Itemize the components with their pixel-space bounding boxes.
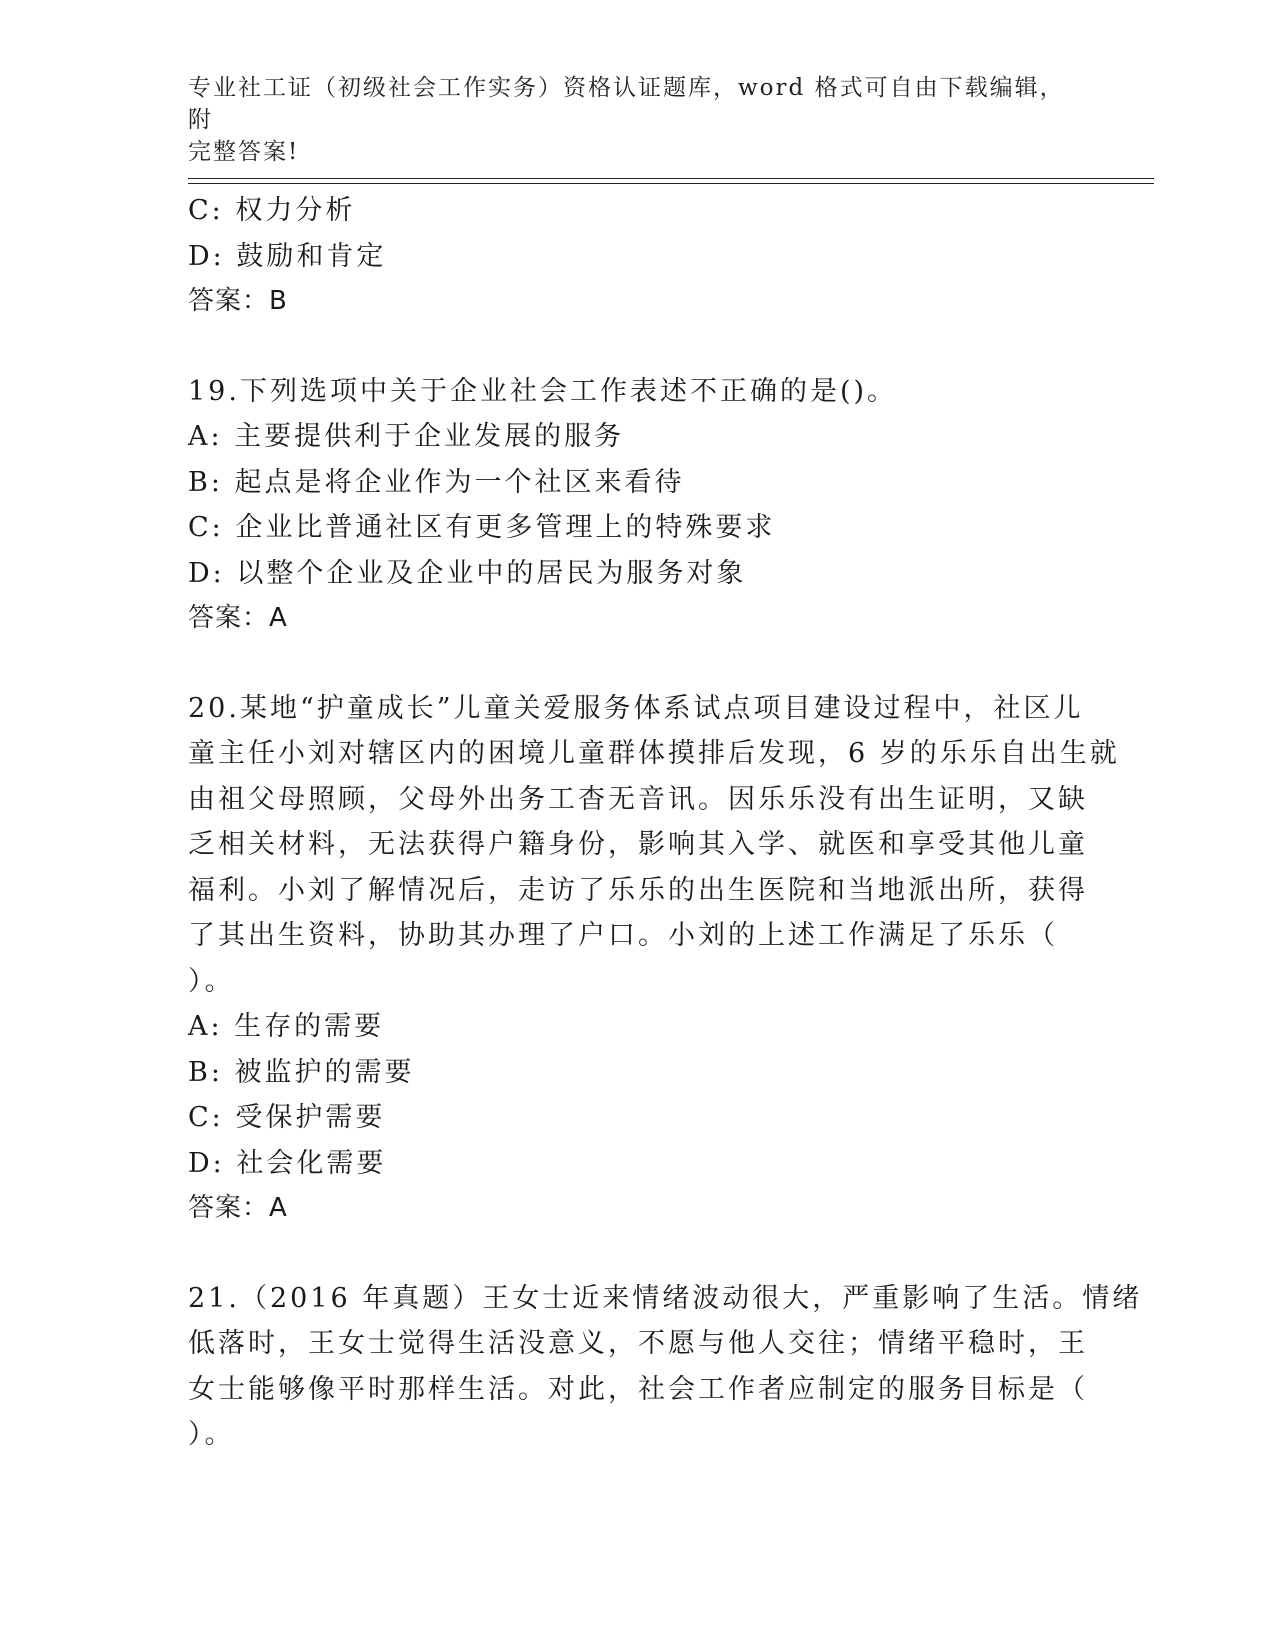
question-stem-line: 低落时，王女士觉得生活没意义，不愿与他人交往；情绪平稳时，王 — [188, 1328, 1088, 1359]
question-18-tail — [188, 188, 1088, 325]
question-list — [188, 188, 1143, 1458]
spacer — [188, 1232, 1088, 1276]
spacer — [188, 325, 1088, 369]
question-stem-line: 乏相关材料，无法获得户籍身份，影响其入学、就医和享受其他儿童 — [188, 829, 1088, 860]
question-stem-line: 女士能够像平时那样生活。对此，社会工作者应制定的服务目标是（ — [188, 1373, 1088, 1405]
option-c: C: 权力分析 — [188, 195, 356, 226]
question-stem-line: 福利。小刘了解情况后，走访了乐乐的出生医院和当地派出所，获得 — [188, 874, 1088, 906]
option-b: B: 被监护的需要 — [188, 1056, 415, 1088]
option-a: A: 生存的需要 — [188, 1011, 385, 1042]
option-d: D: 鼓励和肯定 — [188, 240, 387, 272]
question-stem-line: 童主任小刘对辖区内的困境儿童群体摸排后发现，6 岁的乐乐自出生就 — [188, 738, 1120, 769]
question-19 — [188, 369, 1088, 642]
answer-label: 答案：B — [188, 286, 288, 316]
option-d: D: 社会化需要 — [188, 1147, 387, 1179]
question-20 — [188, 686, 1120, 1232]
question-21 — [188, 1276, 1143, 1458]
question-stem-line: ）。 — [188, 1419, 235, 1450]
header-divider-bottom — [188, 183, 1154, 184]
question-stem-line: 20.某地“护童成长”儿童关爱服务体系试点项目建设过程中，社区儿 — [188, 692, 1084, 724]
spacer — [188, 642, 1088, 686]
option-b: B: 起点是将企业作为一个社区来看待 — [188, 466, 685, 498]
question-stem-line: 了其出生资料，协助其办理了户口。小刘的上述工作满足了乐乐（ — [188, 920, 1058, 951]
header-line-2: 完整答案! — [188, 139, 300, 165]
header-divider-top — [188, 178, 1154, 179]
answer-label: 答案：A — [188, 1193, 288, 1223]
question-stem: 19.下列选项中关于企业社会工作表述不正确的是()。 — [188, 375, 898, 407]
answer-label: 答案：A — [188, 603, 288, 633]
question-stem-line: 21.（2016 年真题）王女士近来情绪波动很大，严重影响了生活。情绪 — [188, 1282, 1143, 1314]
header-line-1: 专业社工证（初级社会工作实务）资格认证题库，word 格式可自由下载编辑，附 — [188, 75, 1065, 133]
option-c: C: 企业比普通社区有更多管理上的特殊要求 — [188, 512, 776, 543]
page-header — [188, 72, 1068, 168]
option-c: C: 受保护需要 — [188, 1102, 386, 1133]
question-stem-line: ）。 — [188, 965, 235, 997]
option-a: A: 主要提供利于企业发展的服务 — [188, 421, 625, 452]
question-stem-line: 由祖父母照顾，父母外出务工杳无音讯。因乐乐没有出生证明，又缺 — [188, 783, 1088, 815]
option-d: D: 以整个企业及企业中的居民为服务对象 — [188, 557, 747, 589]
